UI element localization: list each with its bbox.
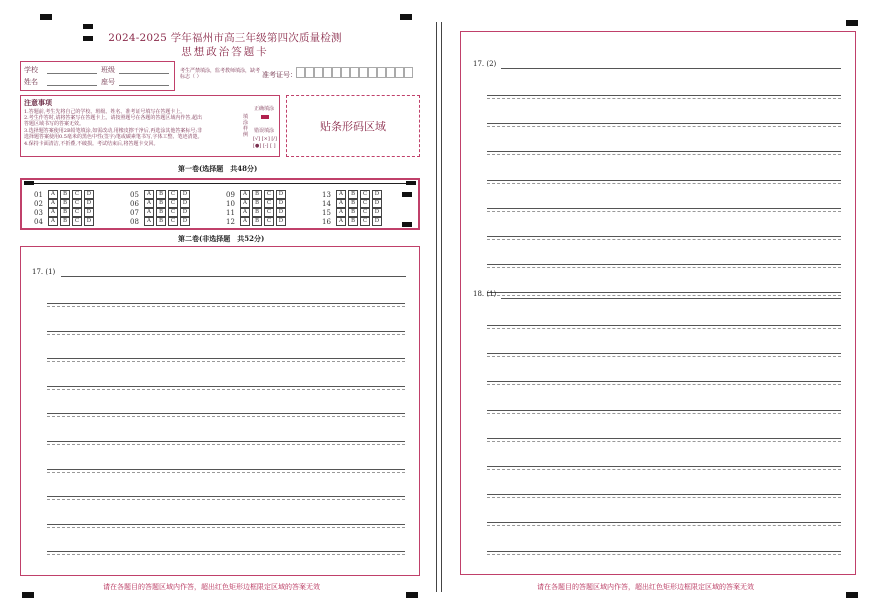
option-bubble[interactable]: B [252,208,262,217]
choice-question-row [322,199,384,208]
school-field[interactable] [47,73,97,74]
option-bubble[interactable]: C [360,208,370,217]
fill-example-label: 填涂样例 [243,114,249,138]
option-bubble[interactable]: D [180,190,190,199]
answer-line[interactable] [487,325,841,326]
option-bubble[interactable]: C [264,190,274,199]
answer-line[interactable] [47,524,405,525]
option-bubble[interactable]: D [276,190,286,199]
answer-line-guide [487,328,841,329]
option-bubble[interactable]: A [48,217,58,226]
answer-line[interactable] [487,151,841,152]
option-bubble[interactable]: A [48,208,58,217]
option-bubble[interactable]: C [360,190,370,199]
option-bubble[interactable]: D [372,208,382,217]
answer-line-guide [47,499,405,500]
answer-line-guide [487,126,841,127]
question-number: 03 [34,208,43,217]
absent-note: 考生严禁填涂，监考教师填涂，缺考标志（ ） [180,68,261,81]
option-bubble[interactable]: B [156,217,166,226]
answer-line-guide [487,384,841,385]
exam-title: 2024-2025 学年福州市高三年级第四次质量检测 [108,32,342,44]
answer-line[interactable] [501,68,841,69]
option-bubble[interactable]: A [240,217,250,226]
question-number: 14 [322,199,331,208]
answer-line-guide [487,98,841,99]
question-number: 13 [322,190,331,199]
registration-mark [22,592,34,598]
option-bubble[interactable]: C [72,199,82,208]
wrong-fill-samples: [√] [×] [/] [253,136,277,142]
choice-question-row [34,199,96,208]
registration-mark [406,592,418,598]
choice-answer-box [20,178,420,230]
answer-line-guide [47,389,405,390]
answer-line-guide [487,497,841,498]
option-bubble[interactable]: A [144,217,154,226]
option-bubble[interactable]: C [168,217,178,226]
school-label: 学校 [24,66,38,74]
answer-line[interactable] [61,276,406,277]
correct-fill-sample [261,115,269,119]
option-bubble[interactable]: A [144,208,154,217]
question-number: 08 [130,217,139,226]
answer-line-guide [47,527,405,528]
option-bubble[interactable]: D [180,199,190,208]
answer-line[interactable] [47,386,405,387]
answer-line[interactable] [487,438,841,439]
option-bubble[interactable]: C [360,199,370,208]
option-bubble[interactable]: B [156,190,166,199]
choice-question-row [130,199,192,208]
option-bubble[interactable]: D [84,190,94,199]
option-bubble[interactable]: A [240,208,250,217]
choice-question-row [226,199,288,208]
answer-line-guide [487,356,841,357]
wrong-fill-samples: [●] [-] [ ] [253,143,276,149]
option-bubble[interactable]: D [372,199,382,208]
option-bubble[interactable]: A [336,190,346,199]
question-number: 05 [130,190,139,199]
registration-mark [406,181,416,185]
option-bubble[interactable]: B [348,208,358,217]
answer-line-guide [47,361,405,362]
registration-mark [846,20,858,26]
answer-area-left [20,246,420,576]
part2-title: 第二卷(非选择题 共52分) [178,234,265,243]
choice-question-row [34,190,96,199]
answer-area-right [460,31,856,575]
fold-line [441,22,442,592]
answer-line-guide [47,444,405,445]
answer-line[interactable] [47,331,405,332]
question-number: 04 [34,217,43,226]
option-bubble[interactable]: B [60,208,70,217]
option-bubble[interactable]: B [252,199,262,208]
notice-title: 注意事项 [24,98,52,107]
answer-line[interactable] [487,95,841,96]
box-top-bar [28,183,412,184]
name-label: 姓名 [24,78,38,86]
sheet-title: 思想政治答题卡 [181,46,269,58]
option-bubble[interactable]: C [168,199,178,208]
option-bubble[interactable]: A [336,208,346,217]
question-number: 01 [34,190,43,199]
option-bubble[interactable]: C [264,199,274,208]
registration-mark [24,181,34,185]
question-17-1-label: 17. (1) [32,268,56,276]
question-number: 09 [226,190,235,199]
student-info-box [20,61,175,91]
answer-line[interactable] [487,264,841,265]
registration-mark [83,24,93,29]
answer-line[interactable] [47,469,405,470]
class-label: 班级 [101,66,115,74]
option-bubble[interactable]: B [252,190,262,199]
answer-line[interactable] [487,180,841,181]
exam-number-boxes[interactable] [296,67,420,81]
answer-line[interactable] [47,303,405,304]
option-bubble[interactable]: C [264,208,274,217]
option-bubble[interactable]: D [372,190,382,199]
answer-line[interactable] [487,551,841,552]
option-bubble[interactable]: C [168,208,178,217]
answer-line[interactable] [487,208,841,209]
notice-line: 2.考生作答时,请将答案写在答题卡上。请按照题号在各题的答题区域内作答,超出 [24,115,202,121]
wrong-fill-label: 错误填涂 [254,128,275,134]
option-bubble[interactable]: C [72,190,82,199]
choice-question-row [130,190,192,199]
question-number: 16 [322,217,331,226]
fold-line [436,22,437,592]
option-bubble[interactable]: A [48,190,58,199]
option-bubble[interactable]: D [276,199,286,208]
barcode-label: 贴条形码区域 [320,120,386,133]
option-bubble[interactable]: B [156,208,166,217]
answer-line[interactable] [487,494,841,495]
option-bubble[interactable]: A [144,190,154,199]
option-bubble[interactable]: D [276,217,286,226]
answer-line[interactable] [47,441,405,442]
notice-box [20,95,280,157]
answer-line-guide [487,295,841,296]
option-bubble[interactable]: C [264,217,274,226]
answer-line[interactable] [487,522,841,523]
option-bubble[interactable]: D [84,217,94,226]
notice-line: 3.选择题答案使用2B铅笔填涂,如需改动,用橡皮擦干净后,再选涂其他答案标号;非 [24,128,203,134]
option-bubble[interactable]: B [60,190,70,199]
class-field[interactable] [119,73,169,74]
answer-line[interactable] [487,292,841,293]
answer-line-guide [487,554,841,555]
question-number: 02 [34,199,43,208]
option-bubble[interactable]: C [72,217,82,226]
question-number: 07 [130,208,139,217]
question-number: 11 [226,208,235,217]
option-bubble[interactable]: B [348,199,358,208]
answer-line[interactable] [487,381,841,382]
answer-line-guide [487,267,841,268]
answer-line-guide [47,416,405,417]
option-bubble[interactable]: B [252,217,262,226]
option-bubble[interactable]: C [168,190,178,199]
exam-number-label: 准考证号： [262,71,297,79]
option-bubble[interactable]: B [348,190,358,199]
option-bubble[interactable]: A [48,199,58,208]
option-bubble[interactable]: B [60,217,70,226]
seat-field[interactable] [119,85,169,86]
answer-line[interactable] [487,123,841,124]
notice-line: 答题区域书写的答案无效。 [24,121,85,127]
answer-line-guide [487,469,841,470]
option-bubble[interactable]: A [336,199,346,208]
barcode-area [286,95,420,157]
answer-line-guide [47,554,405,555]
choice-question-row [130,208,192,217]
answer-line[interactable] [47,551,405,552]
answer-line[interactable] [487,353,841,354]
choice-question-row [34,217,96,226]
option-bubble[interactable]: A [240,190,250,199]
name-field[interactable] [47,85,97,86]
notice-line: 选择题答案使用0.5毫米的黑色中性(签字)笔或碳素笔书写,字体工整、笔迹清楚。 [24,134,203,140]
option-bubble[interactable]: D [180,217,190,226]
registration-mark [40,14,52,20]
answer-line-guide [487,413,841,414]
choice-question-row [34,208,96,217]
answer-line-guide [487,525,841,526]
answer-line[interactable] [487,466,841,467]
option-bubble[interactable]: B [156,199,166,208]
answer-line[interactable] [487,410,841,411]
option-bubble[interactable]: B [348,217,358,226]
choice-question-row [226,217,288,226]
choice-question-row [322,208,384,217]
question-number: 06 [130,199,139,208]
answer-line[interactable] [47,413,405,414]
answer-line-guide [487,154,841,155]
option-bubble[interactable]: C [360,217,370,226]
option-bubble[interactable]: C [72,208,82,217]
option-bubble[interactable]: D [84,199,94,208]
question-number: 15 [322,208,331,217]
question-18-1-label: 18. (1) [473,290,497,298]
answer-line-guide [487,211,841,212]
option-bubble[interactable]: A [240,199,250,208]
choice-question-row [322,190,384,199]
choice-question-row [130,217,192,226]
registration-mark [846,592,858,598]
option-bubble[interactable]: D [276,208,286,217]
option-bubble[interactable]: D [84,208,94,217]
option-bubble[interactable]: D [372,217,382,226]
answer-line-guide [47,334,405,335]
choice-question-row [226,208,288,217]
answer-line[interactable] [47,496,405,497]
option-bubble[interactable]: A [144,199,154,208]
choice-question-row [226,190,288,199]
answer-line-guide [487,441,841,442]
answer-line-guide [47,306,405,307]
answer-line[interactable] [487,236,841,237]
question-number: 10 [226,199,235,208]
option-bubble[interactable]: A [336,217,346,226]
option-bubble[interactable]: B [60,199,70,208]
notice-line: 4.保持卡面清洁,不折叠,不破损。考试结束后,将答题卡交回。 [24,141,159,147]
answer-line-guide [47,472,405,473]
option-bubble[interactable]: D [180,208,190,217]
answer-line[interactable] [47,358,405,359]
part1-title: 第一卷(选择题 共48分) [178,164,258,173]
question-17-2-label: 17. (2) [473,60,497,68]
footer-warning-right: 请在各题目的答题区域内作答，超出红色矩形边框限定区域的答案无效 [537,583,754,591]
registration-mark [400,14,412,20]
footer-warning-left: 请在各题目的答题区域内作答，超出红色矩形边框限定区域的答案无效 [103,583,320,591]
notice-line: 1.答题前,考生先将自己的学校、班级、姓名、准考证号填写在答题卡上。 [24,109,186,115]
question-number: 12 [226,217,235,226]
choice-question-row [322,217,384,226]
answer-line-guide [487,239,841,240]
answer-line[interactable] [501,298,841,299]
answer-line-guide [487,183,841,184]
correct-fill-label: 正确填涂 [254,106,275,112]
seat-label: 座号 [101,78,115,86]
